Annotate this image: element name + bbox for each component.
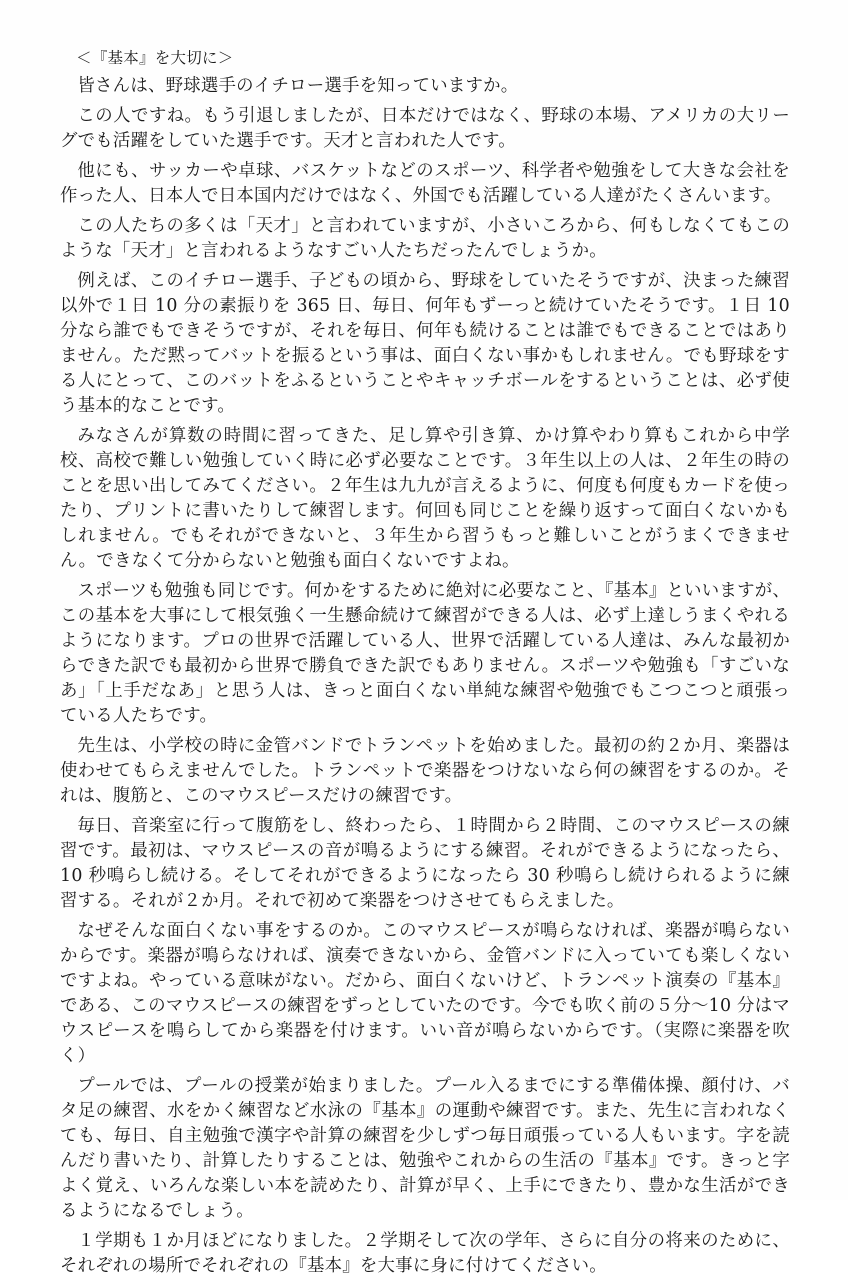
paragraph: １学期も１か月ほどになりました。２学期そして次の学年、さらに自分の将来のために、それぞれの場所でそれぞれの『基本』を大事に身に付けてください。 — [60, 1231, 790, 1276]
paragraph: プールでは、プールの授業が始まりました。プール入るまでにする準備体操、顔付け、バタ足の練習、水をかく練習など水泳の『基本』の運動や練習です。また、先生に言われなくても、毎日、自主勉強で漢字や計算の練習を少しずつ毎日頑張っている人もいます。字を読んだり書いたり、計算したりすることは、勉強やこれからの生活の『基本』です。きっと字よく覚え、いろんな楽しい本を読めたり、計算が早く、上手にできたり、豊かな生活ができるようになるでしょう。 — [60, 1076, 790, 1221]
document-title: ＜『基本』を大切に＞ — [76, 49, 234, 67]
paragraph: なぜそんな面白くない事をするのか。このマウスピースが鳴らなければ、楽器が鳴らないからです。楽器が鳴らなければ、演奏できないから、金管バンドに入っていても楽しくないですよね。やっている意味がない。だから、面白くないけど、トランペット演奏の『基本』である、このマウスピースの練習をずっとしていたのです。今でも吹く前の５分～10 分はマウスピースを鳴らしてから楽器を付けます。いい音が鳴らないからです。（実際に楽器を吹く） — [60, 921, 790, 1066]
paragraph: 他にも、サッカーや卓球、バスケットなどのスポーツ、科学者や勉強をして大きな会社を作った人、日本人で日本国内だけではなく、外国でも活躍している人達がたくさんいます。 — [60, 161, 790, 206]
paragraph: 毎日、音楽室に行って腹筋をし、終わったら、１時間から２時間、このマウスピースの練習です。最初は、マウスピースの音が鳴るようにする練習。それができるようになったら、10 秒鳴らし続ける。そしてそれができるようになったら 30 秒鳴らし続けられるように練習する。それが２か月。それで初めて楽器をつけさせてもらえました。 — [60, 816, 790, 911]
paragraph: みなさんが算数の時間に習ってきた、足し算や引き算、かけ算やわり算もこれから中学校、高校で難しい勉強していく時に必ず必要なことです。３年生以上の人は、２年生の時のことを思い出してみてください。２年生は九九が言えるように、何度も何度もカードを使ったり、プリントに書いたりして練習します。何回も同じことを繰り返すって面白くないかもしれません。でもそれができないと、３年生から習うもっと難しいことがうまくできません。できなくて分からないと勉強も面白くないですよね。 — [60, 426, 790, 571]
document-body — [60, 46, 790, 1284]
paragraph: 例えば、このイチロー選手、子どもの頃から、野球をしていたそうですが、決まった練習以外で１日 10 分の素振りを 365 日、毎日、何年もずーっと続けていたそうです。１日 10 分なら誰でもできそうですが、それを毎日、何年も続けることは誰でもできることではありません。ただ黙ってバットを振るという事は、面白くない事かもしれません。でも野球をする人にとって、このバットをふるということやキャッチボールをするということは、必ず使う基本的なことです。 — [60, 271, 790, 416]
paragraph: 皆さんは、野球選手のイチロー選手を知っていますか。 — [77, 76, 519, 96]
paragraph: 先生は、小学校の時に金管バンドでトランペットを始めました。最初の約２か月、楽器は使わせてもらえませんでした。トランペットで楽器をつけないなら何の練習をするのか。それは、腹筋と、このマウスピースだけの練習です。 — [60, 736, 790, 806]
paragraph: スポーツも勉強も同じです。何かをするために絶対に必要なこと、『基本』といいますが、この基本を大事にして根気強く一生懸命続けて練習ができる人は、必ず上達しうまくやれるようになります。プロの世界で活躍している人、世界で活躍している人達は、みんな最初からできた訳でも最初から世界で勝負できた訳でもありません。スポーツや勉強も「すごいなあ」「上手だなあ」と思う人は、きっと面白くない単純な練習や勉強でもこつこつと頑張っている人たちです。 — [60, 581, 790, 726]
paragraph: この人ですね。もう引退しましたが、日本だけではなく、野球の本場、アメリカの大リーグでも活躍をしていた選手です。天才と言われた人です。 — [60, 106, 790, 151]
paragraph: この人たちの多くは「天才」と言われていますが、小さいころから、何もしなくてもこのような「天才」と言われるようなすごい人たちだったんでしょうか。 — [60, 216, 790, 261]
